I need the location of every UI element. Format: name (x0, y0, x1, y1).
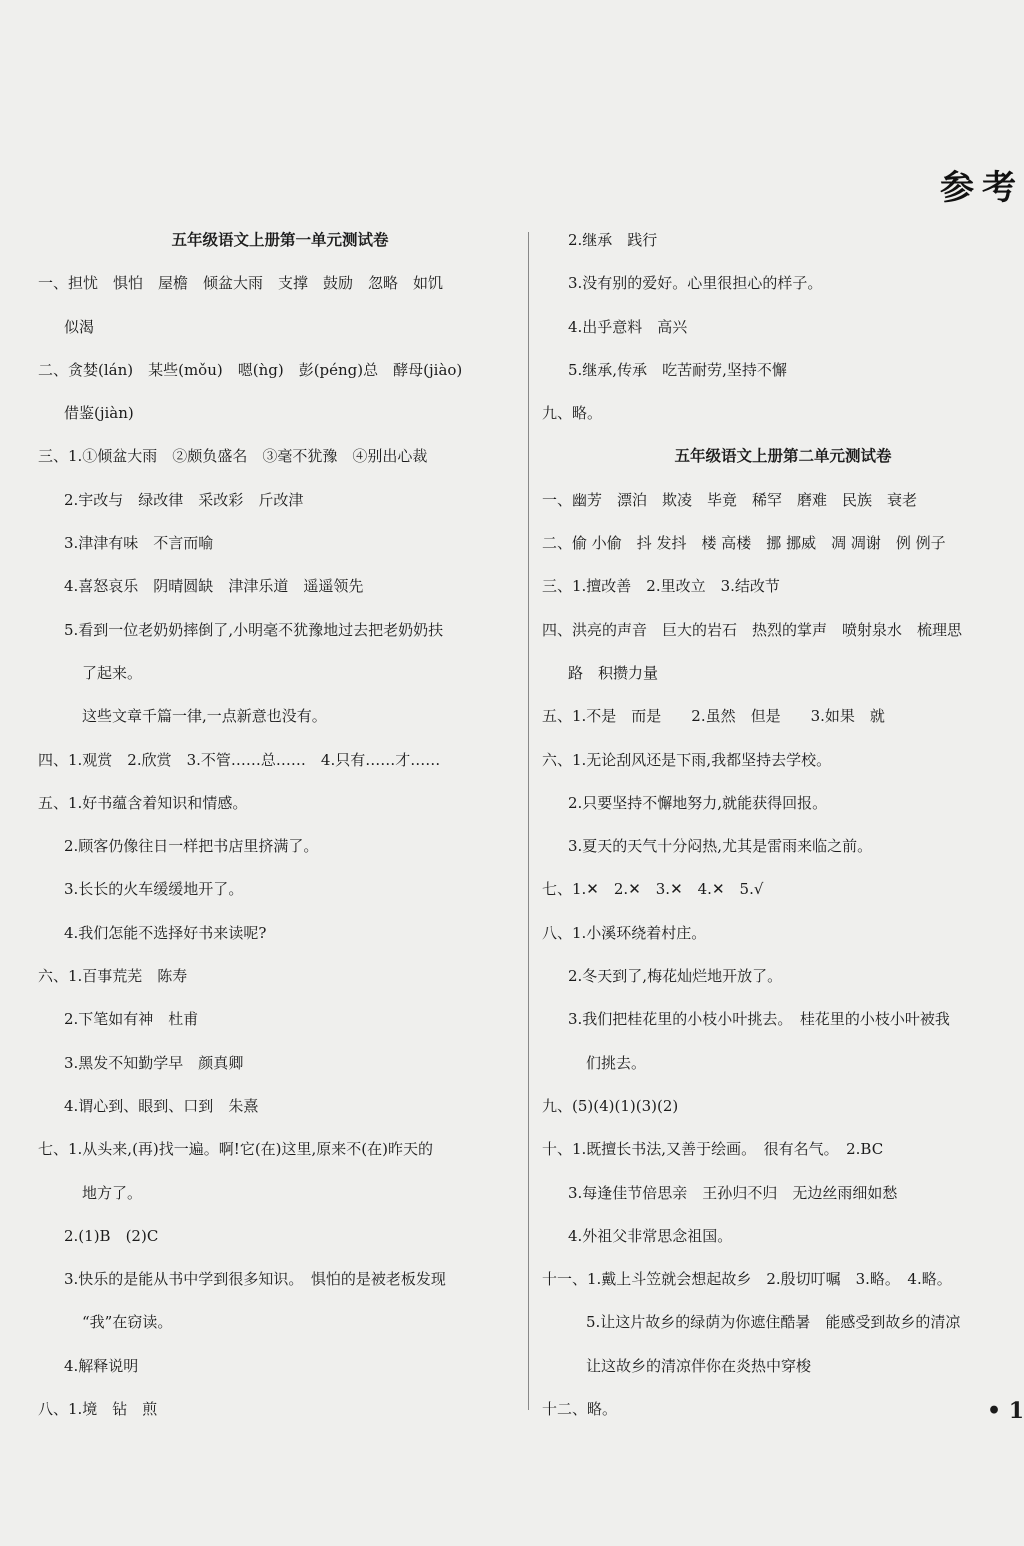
answer-line: 5.看到一位老奶奶摔倒了,小明毫不犹豫地过去把老奶奶扶 (64, 620, 444, 639)
answer-line: 3.长长的火车缓缓地开了。 (64, 880, 244, 899)
answer-line: 3.每逢佳节倍思亲 王孙归不归 无边丝雨细如愁 (568, 1183, 898, 1202)
answer-line: 5.让这片故乡的绿荫为你遮住酷暑 能感受到故乡的清凉 (586, 1313, 961, 1332)
answer-line: 3.没有别的爱好。心里很担心的样子。 (568, 274, 823, 293)
answer-line: 七、1.✕ 2.✕ 3.✕ 4.✕ 5.√ (542, 880, 764, 899)
page-header-title: 参考 (940, 168, 1024, 208)
answer-line: 五、1.好书蕴含着知识和情感。 (38, 793, 248, 812)
answer-line: 3.快乐的是能从书中学到很多知识。 惧怕的是被老板发现 (64, 1270, 446, 1289)
answer-line: 六、1.无论刮风还是下雨,我都坚持去学校。 (542, 750, 832, 769)
answer-line: 二、贪婪(lán) 某些(mǒu) 嗯(ǹg) 彭(péng)总 酵母(jiào) (38, 360, 463, 379)
answer-line: 借鉴(jiàn) (64, 404, 134, 423)
answer-line: 了起来。 (82, 663, 143, 682)
answer-line: 2.冬天到了,梅花灿烂地开放了。 (568, 967, 783, 986)
answer-line: 十二、略。 (542, 1400, 618, 1419)
answer-line: 2.下笔如有神 杜甫 (64, 1010, 199, 1029)
answer-line: 4.外祖父非常思念祖国。 (568, 1226, 733, 1245)
answer-line: 一、担忧 惧怕 屋檐 倾盆大雨 支撑 鼓励 忽略 如饥 (38, 274, 444, 293)
answer-line: 三、1.擅改善 2.里改立 3.结改节 (542, 577, 780, 596)
answer-line: 让这故乡的清凉伴你在炎热中穿梭 (586, 1356, 812, 1375)
section-title: 五年级语文上册第二单元测试卷 (674, 446, 892, 466)
answer-line: 3.黑发不知勤学早 颜真卿 (64, 1053, 244, 1072)
answer-line: 一、幽芳 漂泊 欺凌 毕竟 稀罕 磨难 民族 衰老 (542, 490, 918, 509)
answer-line: 4.谓心到、眼到、口到 朱熹 (64, 1096, 259, 1115)
answer-line: 二、偷 小偷 抖 发抖 楼 高楼 挪 挪威 凋 凋谢 例 例子 (542, 534, 946, 553)
answer-line: 4.解释说明 (64, 1356, 139, 1375)
answer-line: 路 积攒力量 (568, 663, 659, 682)
answer-line: 十一、1.戴上斗笠就会想起故乡 2.殷切叮嘱 3.略。 4.略。 (542, 1270, 952, 1289)
answer-line: 六、1.百事荒芜 陈寿 (38, 967, 188, 986)
answer-line: 七、1.从头来,(再)找一遍。啊!它(在)这里,原来不(在)昨天的 (38, 1140, 433, 1159)
answer-line: 2.继承 践行 (568, 231, 658, 249)
answer-line: 八、1.小溪环绕着村庄。 (542, 923, 707, 942)
answer-line: 4.我们怎能不选择好书来读呢? (64, 923, 267, 942)
answer-line: 3.夏天的天气十分闷热,尤其是雷雨来临之前。 (568, 837, 873, 856)
answer-line: 四、1.观赏 2.欣赏 3.不管……总…… 4.只有……才…… (38, 750, 441, 769)
answer-line: 3.我们把桂花里的小枝小叶挑去。 桂花里的小枝小叶被我 (568, 1010, 950, 1029)
answer-line: 4.出乎意料 高兴 (568, 317, 688, 336)
answer-line: 2.只要坚持不懈地努力,就能获得回报。 (568, 793, 828, 812)
right-column (542, 225, 1024, 1437)
answer-line: 3.津津有味 不言而喻 (64, 534, 214, 553)
answer-line: 2.顾客仍像往日一样把书店里挤满了。 (64, 837, 319, 856)
answer-line: 们挑去。 (586, 1053, 647, 1072)
answer-line: 八、1.境 钻 煎 (38, 1400, 158, 1419)
answer-line: 五、1.不是 而是 2.虽然 但是 3.如果 就 (542, 707, 885, 726)
section-title: 五年级语文上册第一单元测试卷 (171, 230, 389, 249)
left-column (38, 225, 522, 1437)
answer-line: 地方了。 (82, 1183, 143, 1202)
answer-line: 2.(1)B (2)C (64, 1226, 159, 1245)
answer-line: 这些文章千篇一律,一点新意也没有。 (82, 707, 327, 726)
page-number-mark: • 1 (986, 1398, 1024, 1424)
answer-line: 十、1.既擅长书法,又善于绘画。 很有名气。 2.BC (542, 1140, 884, 1159)
answer-line: 似渴 (64, 317, 95, 336)
answer-line: 九、略。 (542, 404, 603, 423)
answer-line: 2.宇改与 绿改律 采改彩 斤改津 (64, 490, 304, 509)
answer-line: 三、1.①倾盆大雨 ②颇负盛名 ③毫不犹豫 ④别出心裁 (38, 447, 428, 466)
answer-line: 5.继承,传承 吃苦耐劳,坚持不懈 (568, 360, 787, 379)
answer-line: 4.喜怒哀乐 阴晴圆缺 津津乐道 遥遥领先 (64, 577, 364, 596)
answer-line: 四、洪亮的声音 巨大的岩石 热烈的掌声 喷射泉水 梳理思 (542, 620, 963, 639)
column-divider (528, 232, 529, 1410)
answer-line: 九、(5)(4)(1)(3)(2) (542, 1096, 679, 1115)
answer-line: “我”在窃读。 (82, 1313, 173, 1332)
